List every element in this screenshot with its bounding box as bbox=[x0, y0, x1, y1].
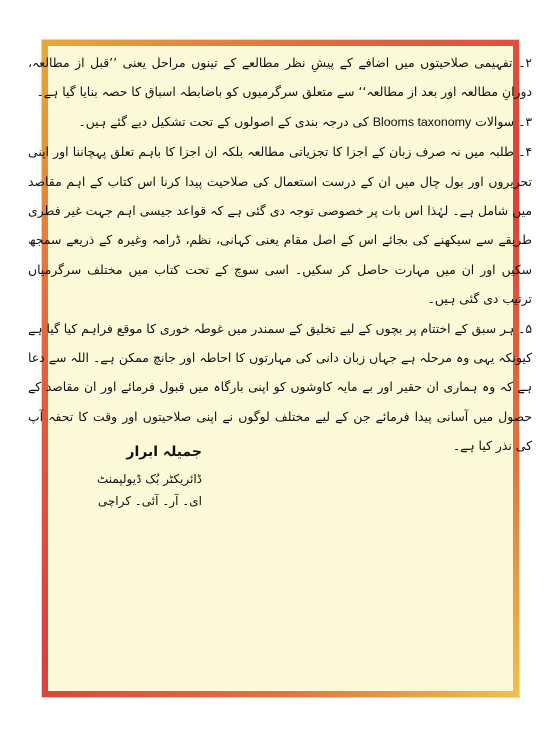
item-3 bbox=[28, 107, 532, 137]
signatory-title: ڈائریکٹر بُک ڈیولپمنٹ bbox=[96, 472, 202, 486]
signatory-org: ای۔ آر۔ آئی۔ کراچی bbox=[97, 494, 202, 508]
item-text-ltr: Blooms taxonomy bbox=[372, 114, 472, 129]
item-text: تفہیمی صلاحیتوں میں اضافے کے پیشِ نظر مطالعے کے تینوں مراحل یعنی ’’قبل از مطالعہ، دورانِ مطالعہ اور بعد از مطالعہ‘‘ سے متعلق سرگرمیوں کو باضابطہ اسباق کا حصہ بنایا گیا ہے۔ bbox=[28, 55, 532, 100]
item-number: ۲۔ bbox=[518, 55, 532, 70]
document-body bbox=[28, 48, 532, 461]
signatory-name: جمیلہ ابرار bbox=[126, 444, 202, 460]
item-5 bbox=[28, 314, 532, 461]
item-number: ۵۔ bbox=[518, 320, 532, 336]
item-2 bbox=[28, 48, 532, 107]
item-text-before: سوالات bbox=[475, 113, 515, 129]
item-4 bbox=[28, 137, 532, 313]
item-text-after: کی درجہ بندی کے اصولوں کے تحت تشکیل دیے گئے ہیں۔ bbox=[78, 113, 369, 129]
signature-block bbox=[62, 440, 202, 512]
item-text: ہر سبق کے اختتام پر بچوں کے لیے تخلیق کے سمندر میں غوطہ خوری کا موقع فراہم کیا گیا ہے کیونکہ یہی وہ مرحلہ ہے جہاں زبان دانی کی مہارتوں کا احاطہ اور جانچ ممکن ہے۔ اللہ سے دعا ہے کہ وہ ہماری ان حقیر اور بے مایہ کاوشوں کو اپنی بارگاہ میں قبول فرمائے اور ان مقاصد کے حصول میں آسانی پیدا فرمائے جن کے لیے مختلف لوگوں نے اپنی صلاحیتوں اور وقت کا تحفہ آپ کی نذر کیا ہے۔ bbox=[27, 320, 532, 454]
item-number: ۳۔ bbox=[518, 113, 532, 129]
item-text: طلبہ میں نہ صرف زبان کے اجزا کا تجزیاتی مطالعہ بلکہ ان اجزا کا باہم تعلق پہچاننا اور اپنی تحریروں اور بول چال میں ان کے درست استعمال کی صلاحیت پیدا کرنا اس کتاب کے اہم مقاصد میں شامل ہے۔ لہٰذا اس بات پر خصوصی توجہ دی گئی ہے کہ قواعد جیسی اہم جہت غیر فطری طریقے سے سیکھنے کی بجائے اس کے اصل مقام یعنی کہانی، نظم، ڈرامہ وغیرہ کے ذریعے سمجھ سکیں اور ان میں مہارت حاصل کر سکیں۔ اسی سوچ کے تحت کتاب میں مختلف سرگرمیاں ترتیب دی گئی ہیں۔ bbox=[28, 144, 532, 307]
item-number: ۴۔ bbox=[518, 144, 532, 160]
